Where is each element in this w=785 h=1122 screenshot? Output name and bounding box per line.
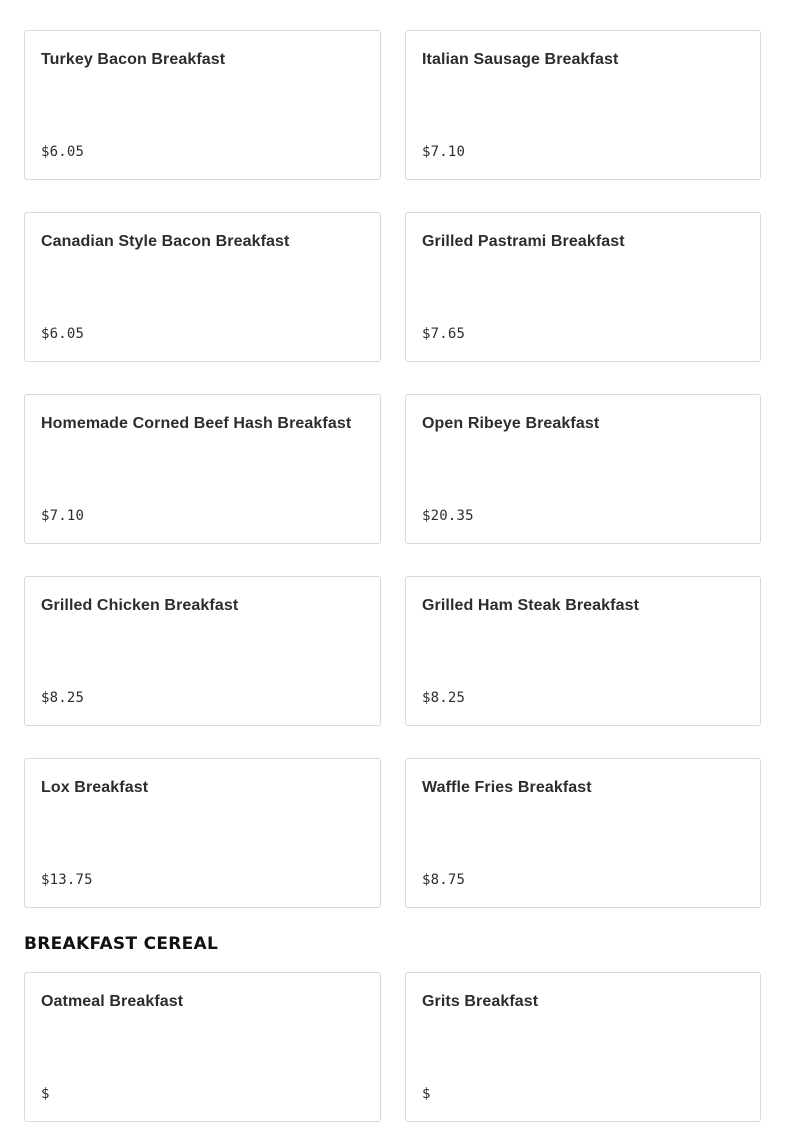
menu-item-card[interactable] (24, 972, 381, 1122)
menu-item-card[interactable] (24, 394, 381, 544)
menu-item-price: $13.75 (41, 872, 93, 888)
menu-item-name: Grilled Ham Steak Breakfast (422, 597, 640, 614)
menu-item-price: $7.10 (41, 508, 85, 524)
menu-item-name: Waffle Fries Breakfast (422, 779, 592, 796)
menu-item-card[interactable] (405, 30, 761, 180)
menu-grid-breakfast (24, 30, 761, 908)
menu-item-price: $6.05 (41, 326, 85, 342)
menu-item-price: $8.75 (422, 872, 466, 888)
menu-item-card[interactable] (405, 576, 761, 726)
menu-item-name: Grits Breakfast (422, 993, 539, 1010)
menu-item-name: Homemade Corned Beef Hash Breakfast (41, 415, 352, 432)
menu-item-price: $ (41, 1086, 50, 1102)
menu-item-card[interactable] (405, 758, 761, 908)
menu-item-name: Oatmeal Breakfast (41, 993, 184, 1010)
menu-item-name: Open Ribeye Breakfast (422, 415, 600, 432)
menu-item-card[interactable] (405, 972, 761, 1122)
menu-grid-breakfast-cereal (24, 972, 761, 1122)
menu-item-name: Grilled Pastrami Breakfast (422, 233, 625, 250)
menu-item-card[interactable] (24, 212, 381, 362)
menu-list (24, 30, 761, 1122)
menu-item-card[interactable] (24, 758, 381, 908)
menu-item-price: $8.25 (422, 690, 466, 706)
menu-item-price: $7.10 (422, 144, 466, 160)
menu-item-price: $8.25 (41, 690, 85, 706)
menu-item-card[interactable] (24, 576, 381, 726)
menu-item-card[interactable] (24, 30, 381, 180)
menu-item-name: Italian Sausage Breakfast (422, 51, 619, 68)
menu-item-name: Grilled Chicken Breakfast (41, 597, 239, 614)
menu-item-price: $20.35 (422, 508, 474, 524)
menu-item-card[interactable] (405, 394, 761, 544)
menu-item-price: $7.65 (422, 326, 466, 342)
menu-item-name: Turkey Bacon Breakfast (41, 51, 226, 68)
menu-item-name: Lox Breakfast (41, 779, 149, 796)
section-heading-breakfast-cereal: BREAKFAST CEREAL (24, 934, 219, 954)
menu-item-name: Canadian Style Bacon Breakfast (41, 233, 290, 250)
menu-item-price: $6.05 (41, 144, 85, 160)
menu-item-card[interactable] (405, 212, 761, 362)
menu-item-price: $ (422, 1086, 431, 1102)
